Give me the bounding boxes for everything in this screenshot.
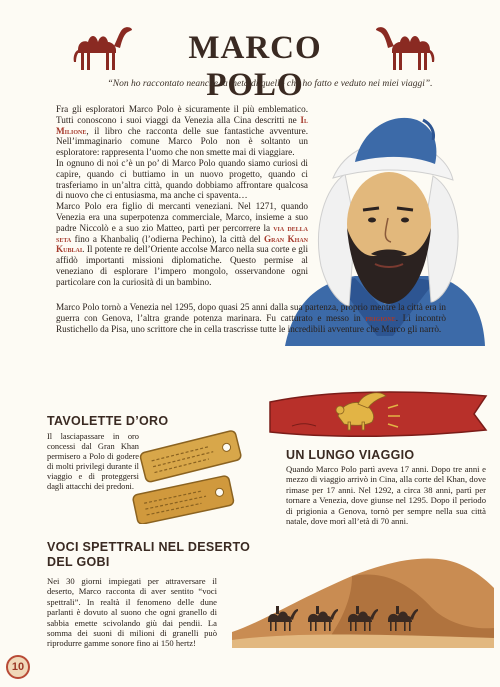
intro-text <box>56 104 308 288</box>
tavolette-text: Il lasciapassare in oro concessi dal Gran Khan permisero a Polo di godere di molti privilegi durante il viaggio e di proteggersi dagli attacchi dei predoni. <box>47 432 139 491</box>
voci-heading: VOCI SPETTRALI NEL DESERTO DEL GOBI <box>47 540 251 569</box>
page-number: 10 <box>6 655 30 679</box>
camel-icon-right <box>368 20 438 75</box>
gran-khan-ref: Gran Khan Kublai <box>56 233 309 255</box>
intro-paragraph-2: In ognuno di noi c’è un po’ di Marco Polo quando siamo curiosi di capire, quando ci buttiamo in un nuovo progetto, quando ci trasferiamo in un’altra città, quando dobbiamo affrontare qualcosa di nuovo che ci entusiasma, ma anche ci spaventa… <box>56 157 308 201</box>
voci-text: Nei 30 giorni impiegati per attraversare il deserto, Marco racconta di aver sentito “voci spettrali”. In realtà il fenomeno delle dune parlanti è dovuto al suono che ogni granello di sabbia emette scivolando giù dai pendii. La somma dei suoni di milioni di granelli può riprodurre gamme sonore fino ai 150 hertz! <box>47 576 217 649</box>
viaggio-heading: UN LUNGO VIAGGIO <box>286 448 415 462</box>
gobi-desert-illustration <box>232 552 494 648</box>
page-title: MARCO POLO <box>188 30 322 103</box>
quote: “Non ho raccontato neanche la metà di quello che ho fatto e veduto nei miei viaggi”. <box>107 79 433 89</box>
camel-icon-left <box>70 20 140 75</box>
golden-tablets-illustration <box>128 428 250 524</box>
viaggio-text: Quando Marco Polo partì aveva 17 anni. Dopo tre anni e mezzo di viaggio arrivò in Cina, alla corte del Khan, dove rimase per 17 anni. Nel 1292, a circa 38 anni, partì per tornare a Venezia, dove giunse nel 1295. Dopo il periodo di prigionia a Genova, tornò per sempre nella sua città natale, dove morì all’età di 70 anni. <box>286 464 486 527</box>
via-della-seta-ref: via della seta <box>56 222 308 244</box>
prigione-ref: prigione <box>365 312 396 323</box>
il-milione-ref: Il Milione <box>56 114 308 136</box>
venetian-banner-illustration <box>268 386 488 448</box>
intro-paragraph-3: Marco Polo era figlio di mercanti veneziani. Nel 1271, quando Venezia era una superpotenza commerciale, Marco, insieme a suo padre Niccolò e a suo zio Matteo, partì per percorrere la via della seta fino a Khanbaliq (l’odierna Pechino), la città del Gran Khan Kublai. Il potente re dell’Oriente accolse Marco nella sua corte e gli affidò importanti missioni diplomatiche. Questo permise al veneziano di esplorare l’impero mongolo, osservandone ogni particolare con la curiosità di un bambino. <box>56 201 309 287</box>
tavolette-heading: TAVOLETTE D’ORO <box>47 414 169 428</box>
intro-text-bottom <box>56 302 446 334</box>
intro-paragraph-1: Fra gli esploratori Marco Polo è sicuramente il più emblematico. Tutti conoscono i suoi viaggi da Venezia alla Cina descritti ne Il Milione, il libro che racconta delle sue fantastiche avventure. Nell’immaginario comune Marco Polo non è soltanto un esploratore: rappresenta l’uomo che non smette mai di viaggiare. <box>56 104 308 158</box>
intro-paragraph-4: Marco Polo tornò a Venezia nel 1295, dopo quasi 25 anni dalla sua partenza, proprio mentre la città era in guerra con Genova, l’altra grande potenza marinara. Fu catturato e messo in prigione. Lì incontrò Rustichello da Pisa, uno scrittore che in cella trascrisse tutte le incredibili avventure che Marco gli narrò. <box>56 302 446 334</box>
